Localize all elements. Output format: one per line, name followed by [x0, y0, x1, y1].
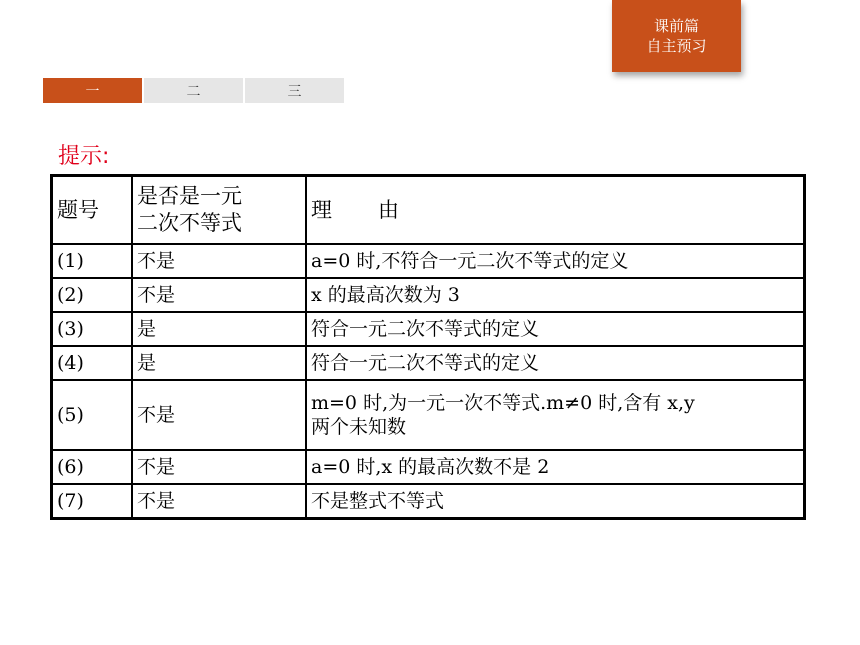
section-badge[interactable]: [612, 0, 741, 72]
table-row: [52, 346, 805, 380]
row-reason: 符合一元二次不等式的定义: [306, 346, 805, 380]
row-is-quadratic: 不是: [132, 380, 306, 450]
row-is-quadratic: 不是: [132, 450, 306, 484]
table-row: [52, 244, 805, 278]
row-is-quadratic: 是: [132, 312, 306, 346]
row-reason-line-2: 两个未知数: [311, 416, 407, 438]
header-is-quadratic: [132, 176, 306, 245]
row-is-quadratic: 不是: [132, 278, 306, 312]
row-is-quadratic: 是: [132, 346, 306, 380]
answer-table: [50, 174, 806, 520]
row-number: (5): [52, 380, 133, 450]
row-number: (3): [52, 312, 133, 346]
row-number: (4): [52, 346, 133, 380]
hint-heading: 提示:: [58, 144, 110, 169]
row-reason: 符合一元二次不等式的定义: [306, 312, 805, 346]
badge-line-2: 自主预习: [646, 37, 707, 55]
row-is-quadratic: 不是: [132, 244, 306, 278]
header-reason: [306, 176, 805, 245]
table-row: [52, 312, 805, 346]
tab-2[interactable]: 二: [144, 78, 243, 103]
header-is-quadratic-line-1: 是否是一元: [137, 184, 242, 208]
header-number: 题号: [52, 176, 133, 245]
header-reason-a: 理: [311, 197, 332, 222]
row-reason: 不是整式不等式: [306, 484, 805, 519]
row-number: (7): [52, 484, 133, 519]
row-reason: a=0 时,不符合一元二次不等式的定义: [306, 244, 805, 278]
tab-1[interactable]: 一: [43, 78, 142, 103]
row-reason: [306, 380, 805, 450]
badge-line-1: 课前篇: [653, 17, 699, 35]
row-reason: a=0 时,x 的最高次数不是 2: [306, 450, 805, 484]
header-is-quadratic-line-2: 二次不等式: [137, 211, 242, 235]
header-reason-b: 由: [378, 197, 399, 222]
row-reason: x 的最高次数为 3: [306, 278, 805, 312]
row-number: (2): [52, 278, 133, 312]
table-row: [52, 380, 805, 450]
row-number: (6): [52, 450, 133, 484]
table-row: [52, 484, 805, 519]
table-row: [52, 278, 805, 312]
table-header-row: [52, 176, 805, 245]
table-row: [52, 450, 805, 484]
row-is-quadratic: 不是: [132, 484, 306, 519]
row-reason-line-1: m=0 时,为一元一次不等式.m≠0 时,含有 x,y: [311, 392, 695, 414]
section-tabs: [43, 78, 346, 103]
tab-3[interactable]: 三: [245, 78, 344, 103]
row-number: (1): [52, 244, 133, 278]
